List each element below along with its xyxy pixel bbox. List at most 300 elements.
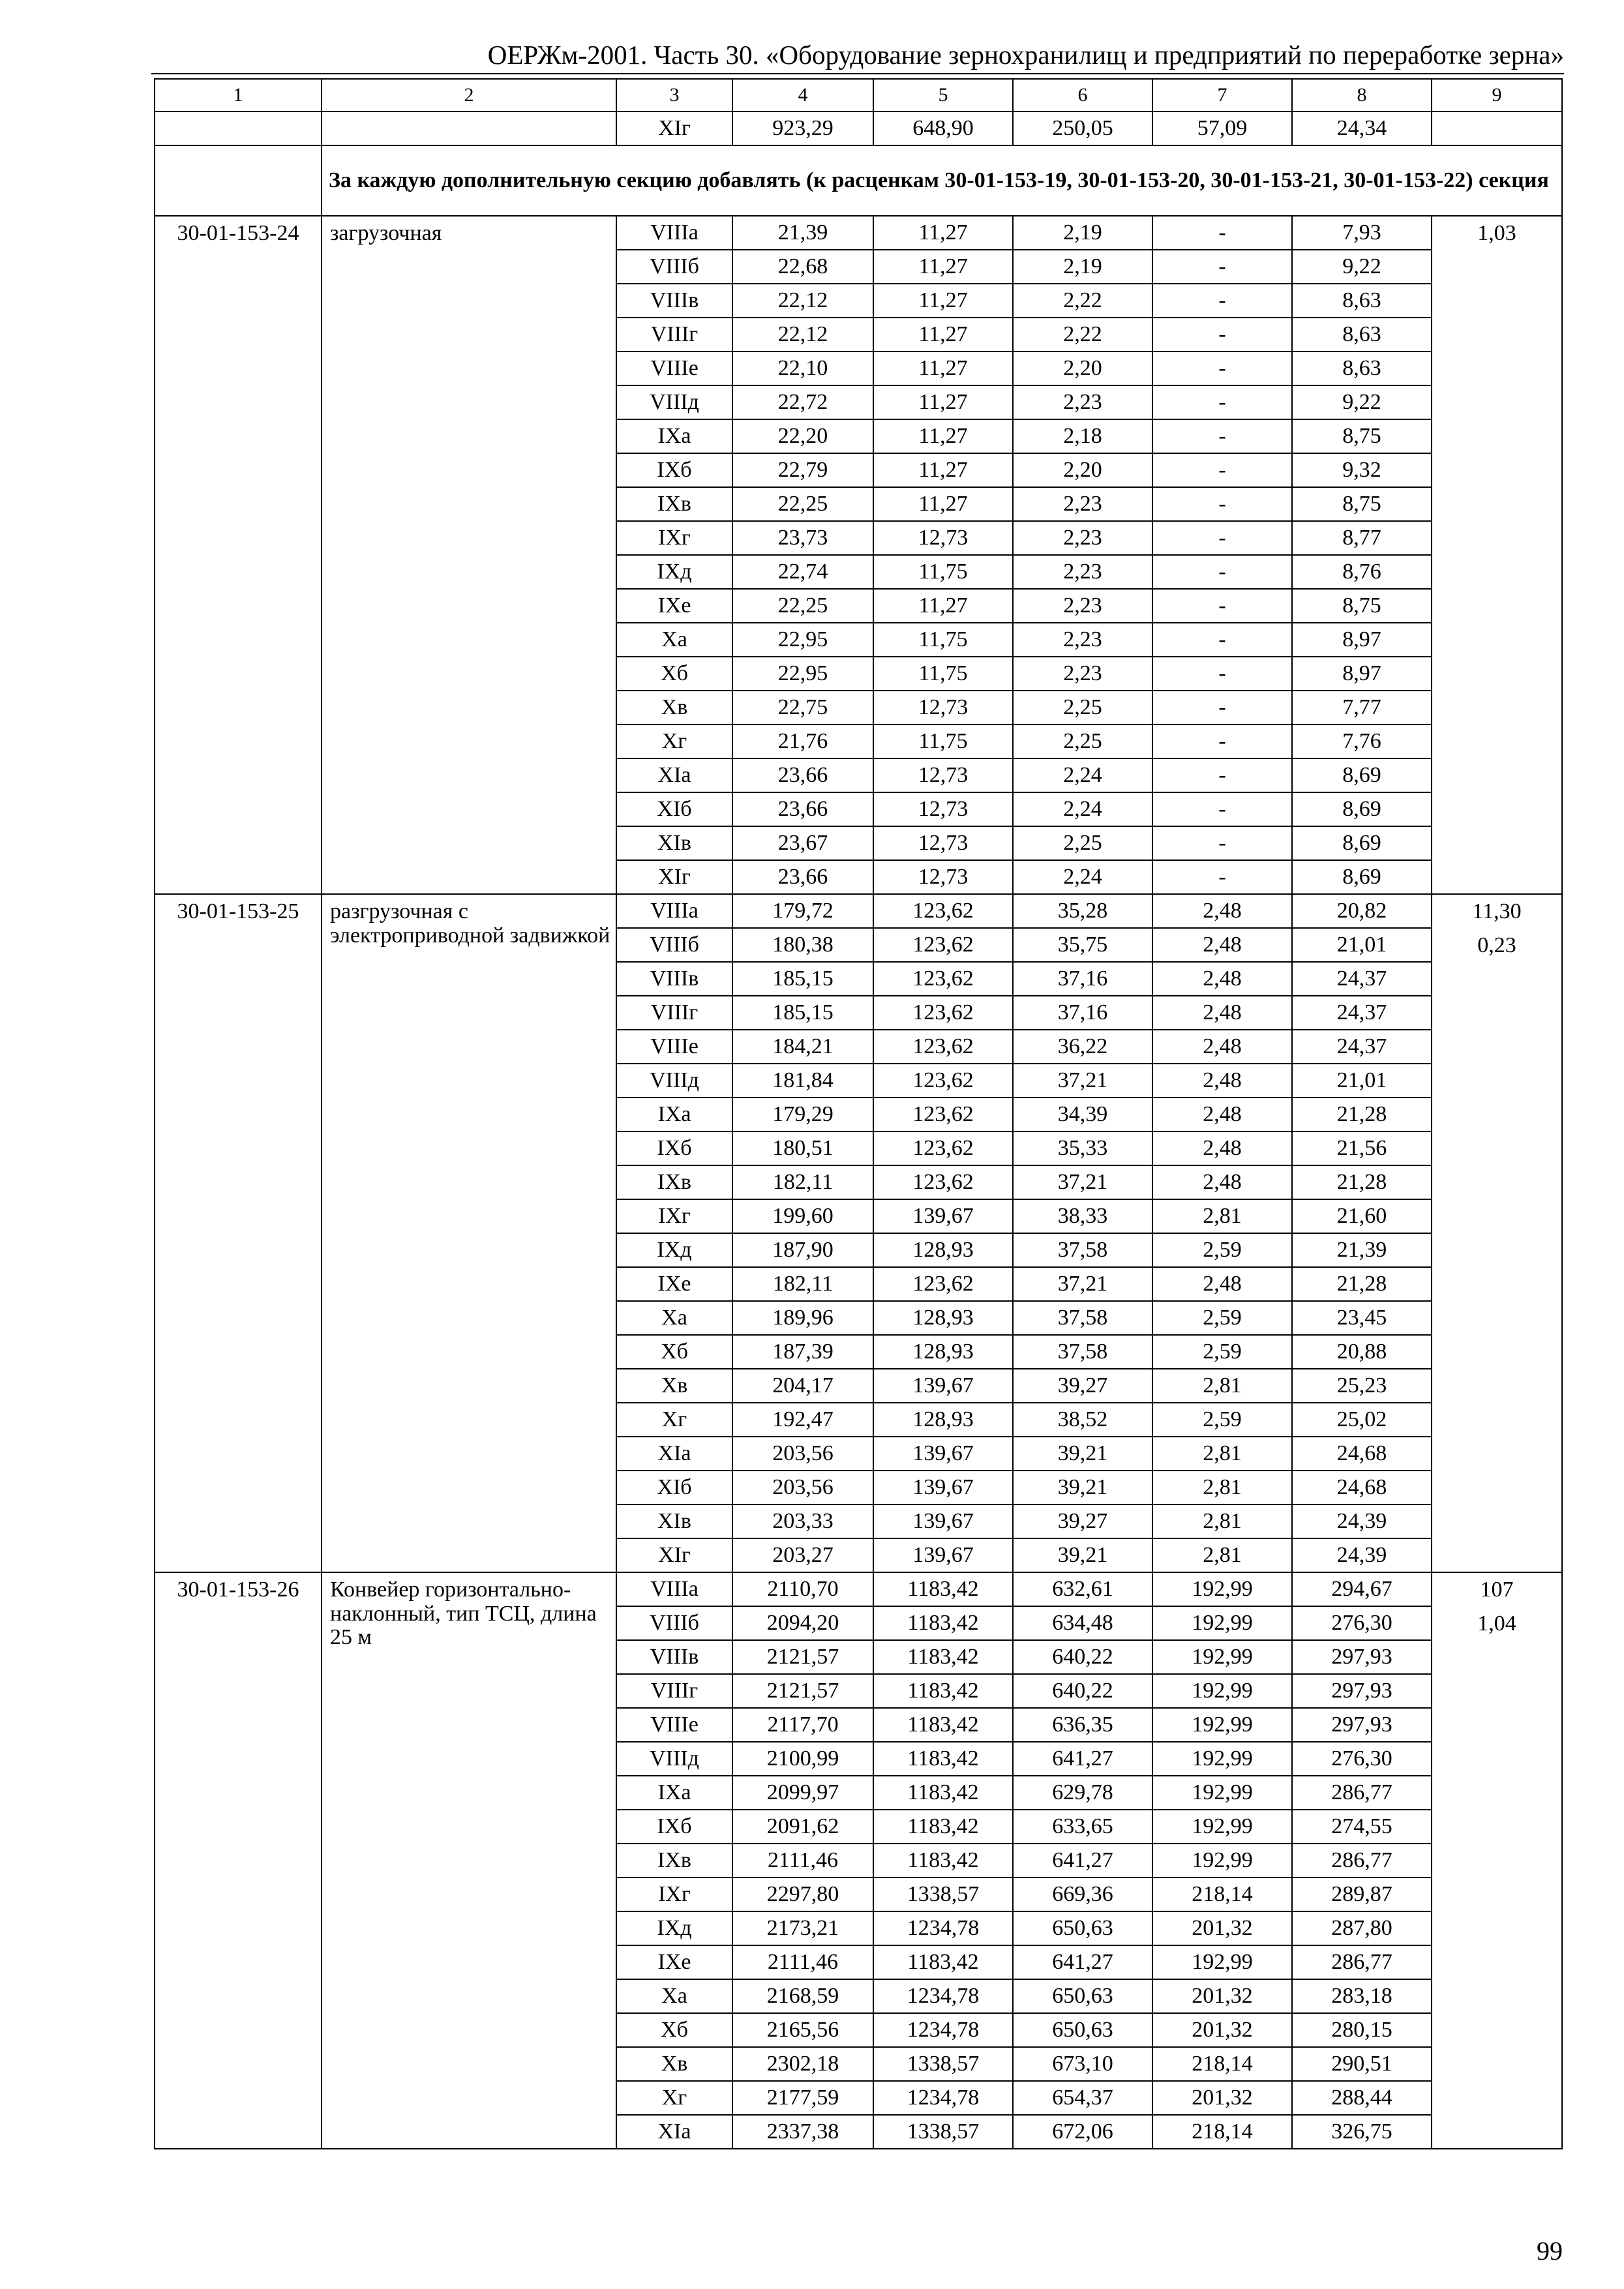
value-cell: 187,39 [732,1335,873,1369]
value-cell: 7,77 [1292,691,1432,725]
value-cell: 22,68 [732,250,873,284]
value-cell: 20,88 [1292,1335,1432,1369]
value-cell: 20,82 [1292,894,1432,928]
zone-cell: Xб [616,2013,732,2047]
zone-cell: VIIIб [616,928,732,962]
header-rule [151,73,1564,74]
value-cell: 139,67 [873,1199,1013,1233]
value-cell: 2117,70 [732,1708,873,1742]
value-cell: 22,10 [732,352,873,385]
zone-cell: IXг [616,1878,732,1911]
value-cell: 11,27 [873,250,1013,284]
value-cell: 2,48 [1152,1267,1292,1301]
value-cell: 286,77 [1292,1776,1432,1810]
norm-cell [1432,112,1562,145]
value-cell: 39,21 [1013,1437,1152,1471]
page-header: ОЕРЖм-2001. Часть 30. «Оборудование зернохранилищ и предприятий по переработке зерна» [487,40,1564,70]
zone-cell: Xа [616,1979,732,2013]
value-cell: 297,93 [1292,1708,1432,1742]
value-cell: 2,24 [1013,758,1152,792]
zone-cell: VIIIа [616,894,732,928]
value-cell: 123,62 [873,1267,1013,1301]
value-cell: 21,28 [1292,1165,1432,1199]
norm-value: 0,23 [1477,933,1516,957]
value-cell: 192,99 [1152,1776,1292,1810]
value-cell: 203,56 [732,1437,873,1471]
rate-name: разгрузочная с электроприводной задвижкой [322,894,616,1572]
value-cell: 11,75 [873,657,1013,691]
value-cell: 1338,57 [873,2115,1013,2149]
column-number: 7 [1152,79,1292,112]
value-cell: 2,25 [1013,725,1152,758]
value-cell: 1234,78 [873,2013,1013,2047]
value-cell: 199,60 [732,1199,873,1233]
value-cell: 2,48 [1152,962,1292,996]
value-cell: 640,22 [1013,1640,1152,1674]
value-cell: 123,62 [873,1165,1013,1199]
zone-cell: VIIIв [616,962,732,996]
value-cell: 2110,70 [732,1572,873,1606]
value-cell: 2,81 [1152,1199,1292,1233]
zone-cell: IXа [616,419,732,453]
zone-cell: XIг [616,1538,732,1572]
zone-cell: VIIIг [616,318,732,352]
zone-cell: IXв [616,487,732,521]
norm-value: 1,04 [1477,1611,1516,1636]
zone-cell: IXв [616,1844,732,1878]
value-cell: 2,23 [1013,589,1152,623]
zone-cell: VIIIв [616,1640,732,1674]
value-cell: 23,73 [732,521,873,555]
zone-cell: VIIIг [616,1674,732,1708]
value-cell: 181,84 [732,1064,873,1098]
zone-cell: XIв [616,826,732,860]
value-cell: 632,61 [1013,1572,1152,1606]
value-cell: 1234,78 [873,1911,1013,1945]
value-cell: 672,06 [1013,2115,1152,2149]
value-cell: 37,16 [1013,962,1152,996]
norm-cell [1432,894,1562,1572]
value-cell: 9,32 [1292,453,1432,487]
value-cell: 24,68 [1292,1471,1432,1504]
zone-cell: IXг [616,1199,732,1233]
value-cell: 21,39 [732,216,873,250]
value-cell: 654,37 [1013,2081,1152,2115]
value-cell: 2,22 [1013,284,1152,318]
column-numbers-row [155,79,1562,112]
value-cell: 21,28 [1292,1267,1432,1301]
value-cell: 1234,78 [873,1979,1013,2013]
value-cell: 8,76 [1292,555,1432,589]
zone-cell: VIIIе [616,1708,732,1742]
value-cell: 22,75 [732,691,873,725]
value-cell: 22,72 [732,385,873,419]
value-cell: 218,14 [1152,2115,1292,2149]
value-cell: 288,44 [1292,2081,1432,2115]
rate-code: 30-01-153-26 [155,1572,322,2149]
value-cell: 192,99 [1152,1810,1292,1844]
value-cell: - [1152,352,1292,385]
rate-code: 30-01-153-25 [155,894,322,1572]
zone-cell: VIIIе [616,1030,732,1064]
value-cell: - [1152,792,1292,826]
value-cell: 11,27 [873,589,1013,623]
value-cell: 22,25 [732,589,873,623]
value-cell: 184,21 [732,1030,873,1064]
value-cell: 641,27 [1013,1844,1152,1878]
value-cell: 2337,38 [732,2115,873,2149]
value-cell: 634,48 [1013,1606,1152,1640]
value-cell: 8,63 [1292,284,1432,318]
value-cell: 37,21 [1013,1165,1152,1199]
value-cell: 1183,42 [873,1708,1013,1742]
value-cell: 11,27 [873,487,1013,521]
value-cell: 2121,57 [732,1640,873,1674]
value-cell: 2,48 [1152,1165,1292,1199]
value-cell: 218,14 [1152,2047,1292,2081]
zone-cell: VIIIа [616,216,732,250]
name-cell [322,112,616,145]
value-cell: - [1152,758,1292,792]
value-cell: 641,27 [1013,1945,1152,1979]
value-cell: 11,27 [873,419,1013,453]
norm-cell [1432,216,1562,894]
section-row [155,145,1562,216]
value-cell: 12,73 [873,826,1013,860]
value-cell: 25,02 [1292,1403,1432,1437]
column-number: 1 [155,79,322,112]
value-cell: 192,99 [1152,1572,1292,1606]
zone-cell: Xб [616,657,732,691]
value-cell: 12,73 [873,691,1013,725]
value-cell: 2,48 [1152,894,1292,928]
value-cell: 8,63 [1292,352,1432,385]
zone-cell: XIг [616,112,732,145]
value-cell: 2,81 [1152,1471,1292,1504]
value-cell: - [1152,860,1292,894]
value-cell: 289,87 [1292,1878,1432,1911]
table-row [155,894,1562,928]
zone-cell: IXд [616,1911,732,1945]
zone-cell: IXа [616,1776,732,1810]
value-cell: 650,63 [1013,2013,1152,2047]
value-cell: 2,81 [1152,1437,1292,1471]
value-cell: 37,58 [1013,1233,1152,1267]
zone-cell: IXе [616,1945,732,1979]
zone-cell: VIIIд [616,1742,732,1776]
value-cell: 1183,42 [873,1810,1013,1844]
value-cell: 2302,18 [732,2047,873,2081]
value-cell: 2,81 [1152,1369,1292,1403]
value-cell: 37,21 [1013,1267,1152,1301]
value-cell: - [1152,487,1292,521]
value-cell: 8,63 [1292,318,1432,352]
zone-cell: IXд [616,555,732,589]
zone-cell: XIа [616,1437,732,1471]
value-cell: 22,25 [732,487,873,521]
zone-cell: XIа [616,758,732,792]
column-number: 8 [1292,79,1432,112]
value-cell: - [1152,589,1292,623]
zone-cell: Xа [616,1301,732,1335]
value-cell: 192,99 [1152,1606,1292,1640]
value-cell: 9,22 [1292,250,1432,284]
rate-name: загрузочная [322,216,616,894]
value-cell: 2,23 [1013,487,1152,521]
value-cell: 34,39 [1013,1098,1152,1131]
zone-cell: Xв [616,2047,732,2081]
value-cell: - [1152,725,1292,758]
value-cell: 139,67 [873,1369,1013,1403]
value-cell: 636,35 [1013,1708,1152,1742]
value-cell: 276,30 [1292,1606,1432,1640]
value-cell: 36,22 [1013,1030,1152,1064]
value-cell: 21,39 [1292,1233,1432,1267]
value-cell: 139,67 [873,1471,1013,1504]
value-cell: 203,27 [732,1538,873,1572]
value-cell: 11,27 [873,453,1013,487]
value-cell: 11,27 [873,352,1013,385]
value-cell: 22,20 [732,419,873,453]
value-cell: 37,58 [1013,1301,1152,1335]
value-cell: 2165,56 [732,2013,873,2047]
column-number: 4 [732,79,873,112]
value-cell: 2,81 [1152,1538,1292,1572]
value-cell: 21,60 [1292,1199,1432,1233]
value-cell: 201,32 [1152,1911,1292,1945]
value-cell: 128,93 [873,1233,1013,1267]
value-cell: - [1152,521,1292,555]
zone-cell: XIб [616,1471,732,1504]
zone-cell: IXа [616,1098,732,1131]
value-cell: 8,97 [1292,623,1432,657]
value-cell: 650,63 [1013,1979,1152,2013]
section-spacer [155,145,322,216]
value-cell: 139,67 [873,1504,1013,1538]
value-cell: 23,45 [1292,1301,1432,1335]
value-cell: 22,12 [732,318,873,352]
value-cell: 57,09 [1152,112,1292,145]
zone-cell: IXб [616,1810,732,1844]
value-cell: 290,51 [1292,2047,1432,2081]
value-cell: 201,32 [1152,2013,1292,2047]
value-cell: 23,66 [732,758,873,792]
value-cell: 139,67 [873,1538,1013,1572]
value-cell: 326,75 [1292,2115,1432,2149]
value-cell: 123,62 [873,1030,1013,1064]
value-cell: 11,75 [873,555,1013,589]
zone-cell: VIIIг [616,996,732,1030]
rates-table [154,78,1563,2149]
zone-cell: Xг [616,1403,732,1437]
zone-cell: VIIIд [616,1064,732,1098]
value-cell: 201,32 [1152,2081,1292,2115]
page-number: 99 [1537,2236,1563,2266]
value-cell: 286,77 [1292,1945,1432,1979]
value-cell: 274,55 [1292,1810,1432,1844]
zone-cell: Xб [616,1335,732,1369]
value-cell: 2,59 [1152,1403,1292,1437]
value-cell: 24,39 [1292,1538,1432,1572]
value-cell: 2,19 [1013,216,1152,250]
value-cell: 12,73 [873,758,1013,792]
value-cell: 24,37 [1292,996,1432,1030]
zone-cell: IXб [616,1131,732,1165]
value-cell: 185,15 [732,996,873,1030]
norm-value: 11,30 [1472,899,1522,923]
value-cell: 633,65 [1013,1810,1152,1844]
value-cell: 2,19 [1013,250,1152,284]
value-cell: 11,75 [873,725,1013,758]
value-cell: 2099,97 [732,1776,873,1810]
value-cell: 22,79 [732,453,873,487]
value-cell: 11,27 [873,385,1013,419]
zone-cell: XIа [616,2115,732,2149]
value-cell: 2177,59 [732,2081,873,2115]
value-cell: 1338,57 [873,1878,1013,1911]
value-cell: 24,68 [1292,1437,1432,1471]
value-cell: 218,14 [1152,1878,1292,1911]
value-cell: 1183,42 [873,1945,1013,1979]
value-cell: 192,99 [1152,1945,1292,1979]
value-cell: 2297,80 [732,1878,873,1911]
value-cell: 123,62 [873,996,1013,1030]
rate-name: Конвейер горизонтально-наклонный, тип ТСЦ, длина 25 м [322,1572,616,2149]
value-cell: 37,16 [1013,996,1152,1030]
value-cell: 204,17 [732,1369,873,1403]
value-cell: 2,25 [1013,826,1152,860]
value-cell: 2,48 [1152,1064,1292,1098]
value-cell: 2173,21 [732,1911,873,1945]
value-cell: 8,69 [1292,860,1432,894]
value-cell: 7,76 [1292,725,1432,758]
value-cell: 8,69 [1292,826,1432,860]
value-cell: 11,27 [873,284,1013,318]
value-cell: 2,22 [1013,318,1152,352]
value-cell: 2100,99 [732,1742,873,1776]
value-cell: 22,74 [732,555,873,589]
value-cell: 8,77 [1292,521,1432,555]
value-cell: 2,18 [1013,419,1152,453]
value-cell: 1234,78 [873,2081,1013,2115]
value-cell: 25,23 [1292,1369,1432,1403]
zone-cell: IXд [616,1233,732,1267]
value-cell: 203,33 [732,1504,873,1538]
value-cell: 648,90 [873,112,1013,145]
value-cell: 2,59 [1152,1335,1292,1369]
value-cell: 2,23 [1013,521,1152,555]
value-cell: 21,01 [1292,928,1432,962]
value-cell: 2094,20 [732,1606,873,1640]
value-cell: 7,93 [1292,216,1432,250]
column-number: 2 [322,79,616,112]
zone-cell: XIб [616,792,732,826]
value-cell: 123,62 [873,1131,1013,1165]
value-cell: 923,29 [732,112,873,145]
value-cell: 673,10 [1013,2047,1152,2081]
zone-cell: IXг [616,521,732,555]
value-cell: 1183,42 [873,1776,1013,1810]
value-cell: 2,25 [1013,691,1152,725]
value-cell: 280,15 [1292,2013,1432,2047]
value-cell: 39,21 [1013,1471,1152,1504]
value-cell: 12,73 [873,521,1013,555]
value-cell: 192,99 [1152,1640,1292,1674]
table-row [155,112,1562,145]
value-cell: 2091,62 [732,1810,873,1844]
value-cell: 1183,42 [873,1572,1013,1606]
value-cell: 2,23 [1013,555,1152,589]
value-cell: 192,99 [1152,1742,1292,1776]
value-cell: - [1152,691,1292,725]
value-cell: 8,69 [1292,792,1432,826]
value-cell: 21,56 [1292,1131,1432,1165]
value-cell: 22,12 [732,284,873,318]
value-cell: 2,48 [1152,996,1292,1030]
value-cell: 287,80 [1292,1911,1432,1945]
value-cell: 24,34 [1292,112,1432,145]
column-number: 3 [616,79,732,112]
value-cell: 187,90 [732,1233,873,1267]
value-cell: 201,32 [1152,1979,1292,2013]
value-cell: 2168,59 [732,1979,873,2013]
value-cell: 2,24 [1013,792,1152,826]
value-cell: 139,67 [873,1437,1013,1471]
value-cell: 1183,42 [873,1606,1013,1640]
value-cell: 2111,46 [732,1945,873,1979]
value-cell: 2,20 [1013,352,1152,385]
value-cell: 123,62 [873,894,1013,928]
value-cell: 2,48 [1152,1098,1292,1131]
zone-cell: Xа [616,623,732,657]
code-cell [155,112,322,145]
value-cell: 123,62 [873,1064,1013,1098]
value-cell: 185,15 [732,962,873,996]
zone-cell: IXе [616,589,732,623]
value-cell: 128,93 [873,1301,1013,1335]
value-cell: - [1152,555,1292,589]
value-cell: 2111,46 [732,1844,873,1878]
value-cell: 283,18 [1292,1979,1432,2013]
value-cell: 2,20 [1013,453,1152,487]
norm-value: 1,03 [1477,221,1516,245]
value-cell: - [1152,216,1292,250]
value-cell: 21,76 [732,725,873,758]
value-cell: 1183,42 [873,1640,1013,1674]
value-cell: 294,67 [1292,1572,1432,1606]
value-cell: - [1152,250,1292,284]
value-cell: 2,48 [1152,1131,1292,1165]
value-cell: 21,28 [1292,1098,1432,1131]
value-cell: 35,28 [1013,894,1152,928]
value-cell: 2,24 [1013,860,1152,894]
value-cell: - [1152,385,1292,419]
rate-code: 30-01-153-24 [155,216,322,894]
section-title: За каждую дополнительную секцию добавлять (к расценкам 30-01-153-19, 30-01-153-20, 30-01-153-21, 30-01-153-22) секция [322,145,1562,216]
norm-value: 107 [1480,1578,1514,1602]
norm-cell [1432,1572,1562,2149]
value-cell: 35,33 [1013,1131,1152,1165]
value-cell: - [1152,826,1292,860]
value-cell: 11,27 [873,216,1013,250]
zone-cell: VIIIа [616,1572,732,1606]
zone-cell: Xв [616,1369,732,1403]
value-cell: 182,11 [732,1267,873,1301]
value-cell: 8,75 [1292,589,1432,623]
zone-cell: IXв [616,1165,732,1199]
value-cell: 641,27 [1013,1742,1152,1776]
value-cell: 179,72 [732,894,873,928]
